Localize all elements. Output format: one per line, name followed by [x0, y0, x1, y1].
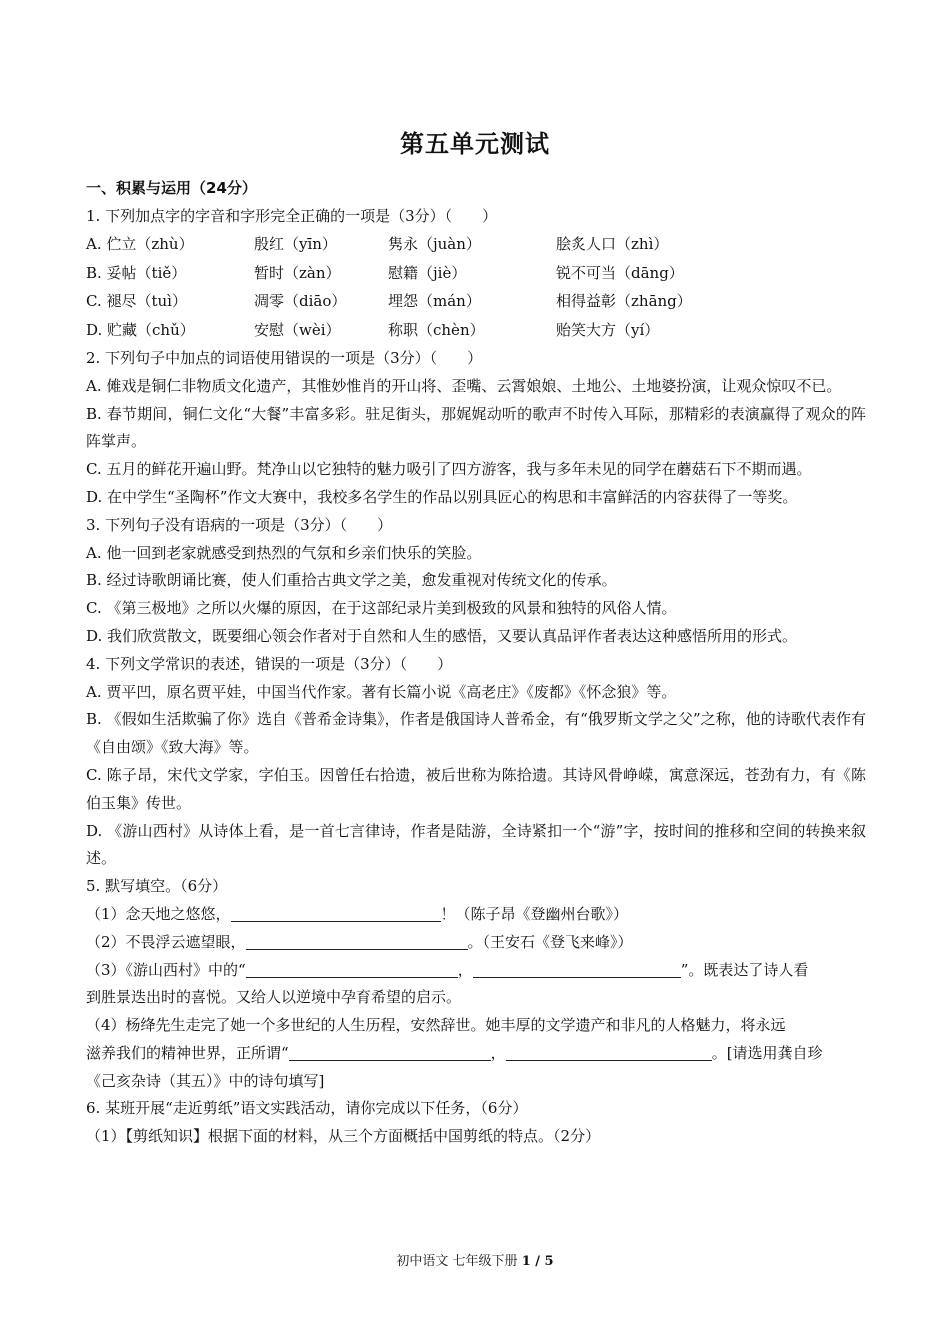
question-3-stem: 3. 下列句子没有语病的一项是（3分）（ ） — [86, 515, 393, 534]
question-6-stem: 6. 某班开展“走近剪纸”语文实践活动，请你完成以下任务，（6分） — [86, 1099, 528, 1118]
option-item: 贻笑大方（yí） — [556, 320, 660, 339]
question-3-option-b: B. 经过诗歌朗诵比赛，使人们重拾古典文学之美，愈发重视对传统文化的传承。 — [86, 571, 617, 590]
option-item: 脍炙人口（zhì） — [556, 234, 669, 253]
question-2-option-b: B. 春节期间，铜仁文化“大餐”丰富多彩。驻足街头，那娓娓动听的歌声不时传入耳际，那精彩的表演赢得了观众的阵阵掌声。 — [86, 404, 866, 451]
fill-text: ， — [457, 960, 473, 979]
option-item: A. 伫立（zhù） — [86, 234, 194, 253]
answer-blank[interactable] — [506, 1042, 712, 1061]
question-6-sub-1: （1）【剪纸知识】根据下面的材料，从三个方面概括中国剪纸的特点。（2分） — [86, 1127, 601, 1146]
question-2-stem: 2. 下列句子中加点的词语使用错误的一项是（3分）（ ） — [86, 348, 483, 367]
fill-text: ！（陈子昂《登幽州台歌》） — [440, 904, 629, 923]
fill-item-4-end: 《己亥杂诗（其五）》中的诗句填写] — [86, 1071, 325, 1090]
fill-text: （1）念天地之悠悠， — [86, 904, 231, 923]
question-4-stem: 4. 下列文学常识的表述，错误的一项是（3分）（ ） — [86, 654, 453, 673]
option-item: B. 妥帖（tiě） — [86, 263, 187, 282]
fill-text: 。[请选用龚自珍 — [711, 1043, 823, 1062]
option-item: 凋零（diāo） — [254, 292, 347, 311]
fill-text: ”。既表达了诗人看 — [680, 960, 809, 979]
fill-text: 滋养我们的精神世界，正所谓“ — [86, 1043, 289, 1062]
option-item: 相得益彰（zhāng） — [556, 292, 692, 311]
question-1-option-a — [86, 231, 866, 260]
answer-blank[interactable] — [246, 959, 458, 978]
question-4-option-c: C. 陈子昂，宋代文学家，字伯玉。因曾任右拾遗，被后世称为陈拾遗。其诗风骨峥嵘，寓意深远，苍劲有力，有《陈伯玉集》传世。 — [86, 765, 866, 812]
question-3-option-c: C. 《第三极地》之所以火爆的原因，在于这部纪录片美到极致的风景和独特的风俗人情。 — [86, 599, 677, 618]
fill-item-2 — [86, 929, 866, 957]
question-3-option-d: D. 我们欣赏散文，既要细心领会作者对于自然和人生的感悟，又要认真品评作者表达这种感悟所用的形式。 — [86, 626, 798, 645]
page-number: 1 / 5 — [521, 1254, 554, 1269]
fill-item-3 — [86, 957, 866, 985]
question-2-option-d: D. 在中学生“圣陶杯”作文大赛中，我校多名学生的作品以别具匠心的构思和丰富鲜活的内容获得了一等奖。 — [86, 487, 798, 506]
question-4-option-b: B. 《假如生活欺骗了你》选自《普希金诗集》，作者是俄国诗人普希金，有“俄罗斯文学之父”之称，他的诗歌代表作有《自由颂》《致大海》等。 — [86, 710, 866, 757]
page-title: 第五单元测试 — [400, 130, 550, 158]
option-item: 称职（chèn） — [388, 320, 485, 339]
question-1-stem: 1. 下列加点字的字音和字形完全正确的一项是（3分）（ ） — [86, 206, 498, 225]
option-item: 隽永（juàn） — [388, 234, 481, 253]
fill-item-3-cont: 到胜景迭出时的喜悦。又给人以逆境中孕育希望的启示。 — [86, 988, 462, 1007]
answer-blank[interactable] — [246, 931, 468, 950]
question-2-option-c: C. 五月的鲜花开遍山野。梵净山以它独特的魅力吸引了四方游客，我与多年未见的同学在蘑菇石下不期而遇。 — [86, 460, 812, 479]
question-1-option-d — [86, 316, 866, 345]
footer-subject: 初中语文 七年级下册 — [396, 1254, 522, 1269]
fill-item-4: （4）杨绛先生走完了她一个多世纪的人生历程，安然辞世。她丰厚的文学遗产和非凡的人格魅力，将永远 — [86, 1016, 786, 1035]
fill-text: 。（王安石《登飞来峰》） — [467, 932, 633, 951]
question-3-option-a: A. 他一回到老家就感受到热烈的气氛和乡亲们快乐的笑脸。 — [86, 543, 482, 562]
question-1-option-b — [86, 259, 866, 288]
fill-text: （2）不畏浮云遮望眼， — [86, 932, 246, 951]
fill-item-4-cont — [86, 1040, 866, 1068]
option-item: D. 贮藏（chǔ） — [86, 320, 195, 339]
question-4-option-d: D. 《游山西村》从诗体上看，是一首七言律诗，作者是陆游，全诗紧扣一个“游”字，按时间的推移和空间的转换来叙述。 — [86, 821, 866, 868]
exam-content — [86, 175, 866, 1151]
option-item: 埋怨（mán） — [388, 292, 481, 311]
question-4-option-a: A. 贾平凹，原名贾平娃，中国当代作家。著有长篇小说《高老庄》《废都》《怀念狼》等。 — [86, 682, 677, 701]
answer-blank[interactable] — [289, 1042, 491, 1061]
option-item: 安慰（wèi） — [254, 320, 341, 339]
fill-text: ， — [490, 1043, 506, 1062]
question-1-option-c — [86, 288, 866, 317]
answer-blank[interactable] — [473, 959, 681, 978]
question-5-stem: 5. 默写填空。（6分） — [86, 877, 228, 896]
option-item: 殷红（yīn） — [254, 234, 337, 253]
option-item: 暂时（zàn） — [254, 263, 341, 282]
page-footer — [0, 1250, 950, 1269]
answer-blank[interactable] — [231, 903, 441, 922]
question-2-option-a: A. 傩戏是铜仁非物质文化遗产，其惟妙惟肖的开山将、歪嘴、云霄娘娘、土地公、土地婆扮演，让观众惊叹不已。 — [86, 376, 842, 395]
section-heading: 一、积累与运用（24分） — [86, 179, 257, 197]
fill-text: （3）《游山西村》中的“ — [86, 960, 246, 979]
fill-item-1 — [86, 901, 866, 929]
option-item: C. 褪尽（tuì） — [86, 292, 187, 311]
option-item: 慰籍（jiè） — [388, 263, 467, 282]
option-item: 锐不可当（dāng） — [556, 263, 684, 282]
